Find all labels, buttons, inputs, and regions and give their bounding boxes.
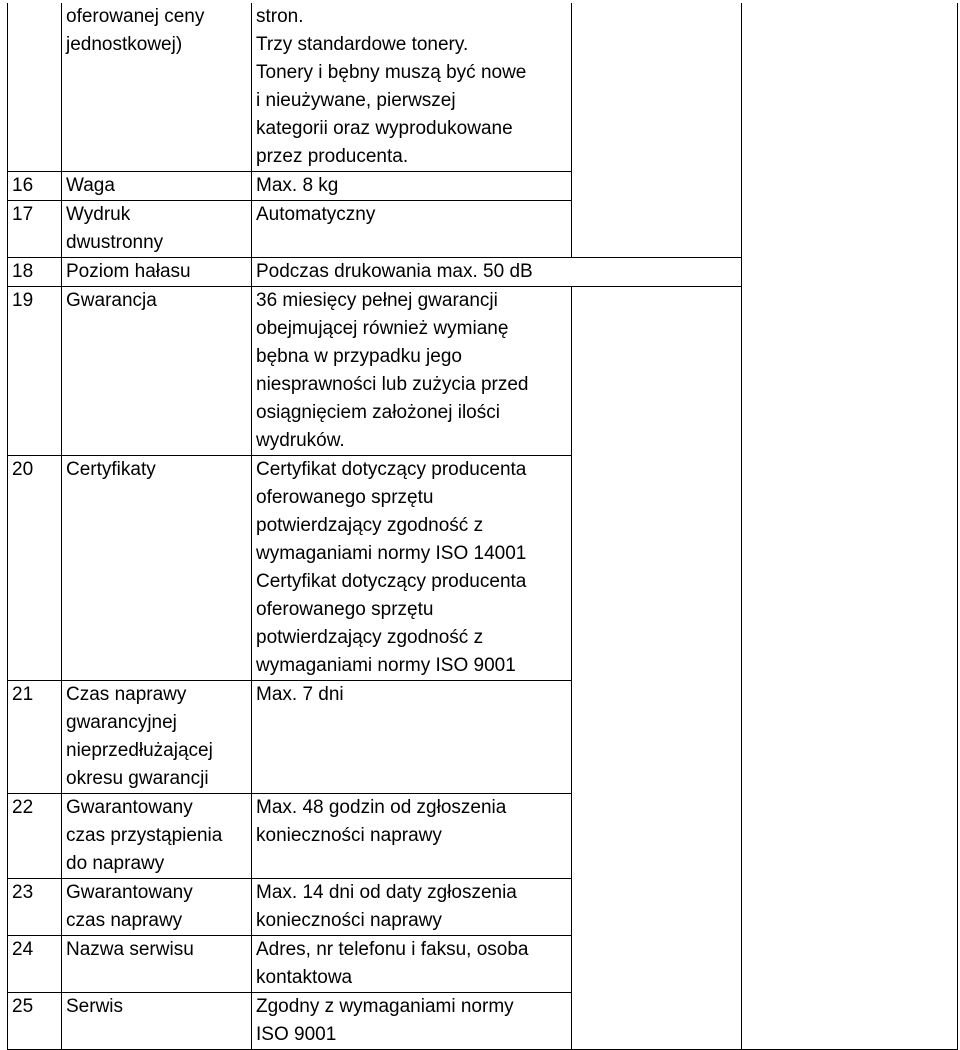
remarks-cell <box>742 3 958 172</box>
offered-parameters-cell <box>572 287 742 456</box>
table-row <box>8 993 958 1050</box>
remarks-cell <box>742 936 958 993</box>
offered-parameters-cell <box>572 201 742 258</box>
requirement-cell: Max. 14 dni od daty zgłoszenia konieczności naprawy <box>252 879 572 936</box>
requirement-cell: Podczas drukowania max. 50 dB <box>252 258 742 287</box>
table-row <box>8 201 958 258</box>
table-row <box>8 936 958 993</box>
remarks-cell <box>742 681 958 794</box>
parameter-cell: Waga <box>62 172 252 201</box>
row-number: 18 <box>8 258 62 287</box>
remarks-cell <box>742 201 958 258</box>
remarks-cell <box>742 287 958 456</box>
requirement-cell: Max. 7 dni <box>252 681 572 794</box>
row-number: 24 <box>8 936 62 993</box>
requirement-cell: stron. Trzy standardowe tonery. Tonery i bębny muszą być nowe i nieużywane, pierwszej kategorii oraz wyprodukowane przez producenta. <box>252 3 572 172</box>
requirement-cell: Certyfikat dotyczący producenta oferowanego sprzętu potwierdzający zgodność z wymaganiami normy ISO 14001 Certyfikat dotyczący producenta oferowanego sprzętu potwierdzający zgodność z wymaganiami normy ISO 9001 <box>252 456 572 681</box>
row-number: 25 <box>8 993 62 1050</box>
remarks-cell <box>742 258 958 287</box>
offered-parameters-cell <box>572 936 742 993</box>
row-number: 20 <box>8 456 62 681</box>
offered-parameters-cell <box>572 172 742 201</box>
row-number: 21 <box>8 681 62 794</box>
table-row <box>8 172 958 201</box>
parameter-cell: Certyfikaty <box>62 456 252 681</box>
parameter-cell: Gwarantowany czas naprawy <box>62 879 252 936</box>
table-row <box>8 879 958 936</box>
parameter-cell: oferowanej ceny jednostkowej) <box>62 3 252 172</box>
table-row <box>8 258 958 287</box>
parameter-cell: Poziom hałasu <box>62 258 252 287</box>
table-row <box>8 681 958 794</box>
offered-parameters-cell <box>572 456 742 681</box>
parameter-cell: Gwarantowany czas przystąpienia do naprawy <box>62 794 252 879</box>
requirement-cell: Max. 8 kg <box>252 172 572 201</box>
table-row <box>8 3 958 172</box>
requirement-cell: Adres, nr telefonu i faksu, osoba kontaktowa <box>252 936 572 993</box>
parameter-cell: Czas naprawy gwarancyjnej nieprzedłużającej okresu gwarancji <box>62 681 252 794</box>
table-row <box>8 456 958 681</box>
remarks-cell <box>742 879 958 936</box>
table-row <box>8 794 958 879</box>
row-number: 16 <box>8 172 62 201</box>
offered-parameters-cell <box>572 879 742 936</box>
row-number <box>8 3 62 172</box>
requirement-cell: Max. 48 godzin od zgłoszenia konieczności naprawy <box>252 794 572 879</box>
table-row <box>8 287 958 456</box>
row-number: 17 <box>8 201 62 258</box>
requirement-cell: 36 miesięcy pełnej gwarancji obejmującej również wymianę bębna w przypadku jego niesprawności lub zużycia przed osiągnięciem założonej ilości wydruków. <box>252 287 572 456</box>
offered-parameters-cell <box>572 3 742 172</box>
remarks-cell <box>742 456 958 681</box>
row-number: 22 <box>8 794 62 879</box>
requirement-cell: Automatyczny <box>252 201 572 258</box>
remarks-cell <box>742 993 958 1050</box>
parameter-cell: Nazwa serwisu <box>62 936 252 993</box>
parameter-cell: Wydruk dwustronny <box>62 201 252 258</box>
remarks-cell <box>742 794 958 879</box>
row-number: 23 <box>8 879 62 936</box>
remarks-cell <box>742 172 958 201</box>
parameter-cell: Gwarancja <box>62 287 252 456</box>
offered-parameters-cell <box>572 993 742 1050</box>
requirement-cell: Zgodny z wymaganiami normy ISO 9001 <box>252 993 572 1050</box>
parameter-cell: Serwis <box>62 993 252 1050</box>
offered-parameters-cell <box>572 794 742 879</box>
specification-table <box>7 3 958 1050</box>
row-number: 19 <box>8 287 62 456</box>
offered-parameters-cell <box>572 681 742 794</box>
